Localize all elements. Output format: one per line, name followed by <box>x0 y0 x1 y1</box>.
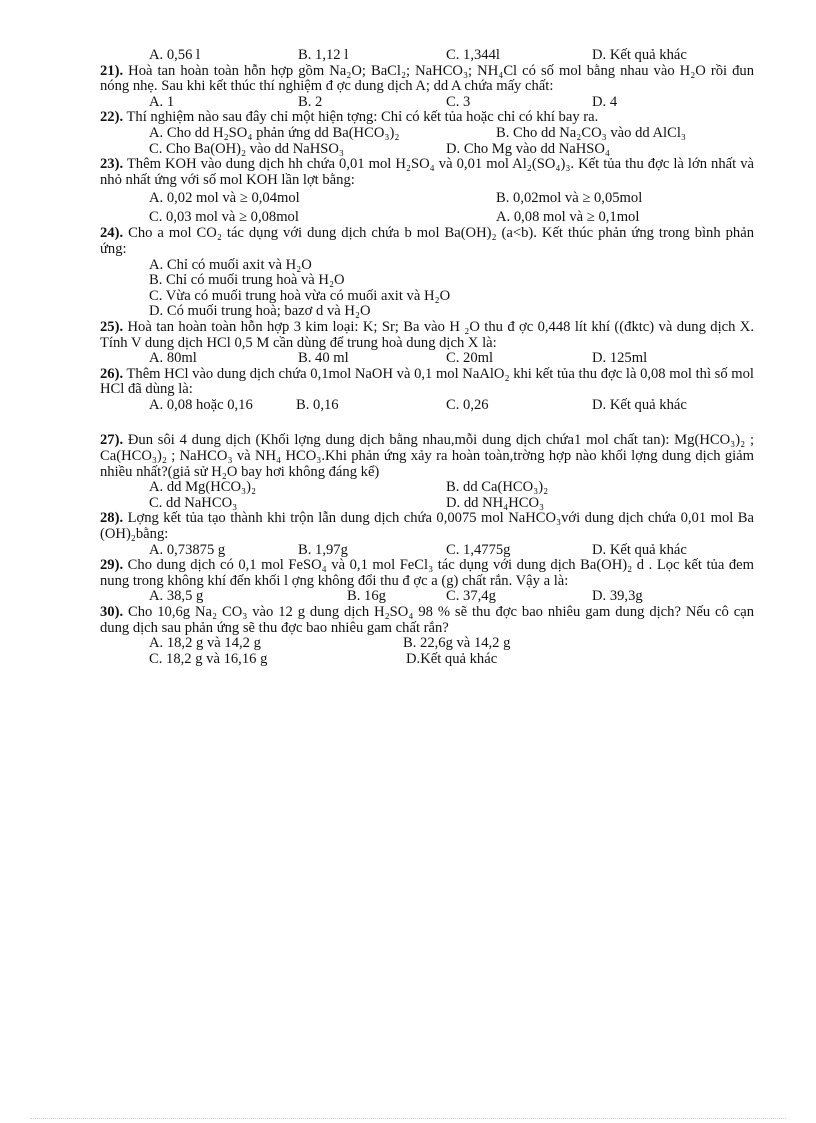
q28-stem <box>100 511 754 542</box>
q29-text: Cho dung dịch có 0,1 mol FeSO₄ và 0,1 mol FeCl₃ tác dụng với dung dịch Ba(OH)₂ d . Lọc kết tủa đem nung trong không khí đến khối l ợng không đổi thu đ ợc a (g) chất rắn. Vậy a là: <box>100 557 754 589</box>
q24-stem <box>100 226 754 257</box>
q26-options <box>100 398 754 414</box>
q21-option-b[interactable]: B. 2 <box>298 93 323 110</box>
q25-stem <box>100 320 754 351</box>
q21-option-d[interactable]: D. 4 <box>592 93 618 110</box>
q27-number: 27). <box>100 432 124 449</box>
q26-text: Thêm HCl vào dung dịch chứa 0,1mol NaOH và 0,1 mol NaAlO₂ khi kết tủa thu đợc là 0,08 mol thì số mol HCl đã dùng là: <box>100 365 754 398</box>
q30-options-cd <box>100 652 754 668</box>
q29-stem <box>100 558 754 589</box>
q20-option-d[interactable]: D. Kết quả khác <box>592 47 687 63</box>
q30-option-a[interactable]: A. 18,2 g và 14,2 g <box>149 635 261 652</box>
q26-option-a[interactable]: A. 0,08 hoặc 0,16 <box>149 396 253 413</box>
q23-options-ab <box>100 188 754 207</box>
q24-option-a[interactable]: A. Chỉ có muối axit và H₂O <box>149 256 312 273</box>
q27-option-d[interactable]: D. dd NH₄HCO₃ <box>446 494 545 511</box>
q30-options-ab <box>100 636 754 652</box>
q23-option-d[interactable]: A. 0,08 mol và ≥ 0,1mol <box>496 209 640 226</box>
q30-text: Cho 10,6g Na₂ CO₃ vào 12 g dung dịch H₂SO₄ 98 % sẽ thu đợc bao nhiêu gam dung dịch? Nếu cô cạn dung dịch sau phản ứng sẽ thu đợc bao nhiêu gam chất rắn? <box>100 604 754 636</box>
q29-option-b[interactable]: B. 16g <box>347 588 386 605</box>
q28-text: Lợng kết tủa tạo thành khi trộn lẫn dung dịch chứa 0,0075 mol NaHCO₃với dung dịch chứa 0,01 mol Ba (OH)₂bằng: <box>100 510 754 543</box>
q28-option-d[interactable]: D. Kết quả khác <box>592 541 687 558</box>
q25-option-d[interactable]: D. 125ml <box>592 350 648 367</box>
q24-option-b[interactable]: B. Chỉ có muối trung hoà và H₂O <box>149 272 345 289</box>
q26-option-c[interactable]: C. 0,26 <box>446 396 489 413</box>
q21-options <box>100 95 754 111</box>
q26-option-d[interactable]: D. Kết quả khác <box>592 396 687 413</box>
q25-number: 25). <box>100 318 124 335</box>
q22-text: Thí nghiệm nào sau đây chỉ một hiện tợng: Chỉ có kết tủa hoặc chỉ có khí bay ra. <box>123 109 599 126</box>
q20-option-b[interactable]: B. 1,12 l <box>298 47 349 63</box>
q21-option-a[interactable]: A. 1 <box>149 93 175 110</box>
q29-option-d[interactable]: D. 39,3g <box>592 588 643 605</box>
q22-option-d[interactable]: D. Cho Mg vào dd NaHSO₄ <box>446 140 610 157</box>
q21-number: 21). <box>100 62 124 79</box>
q24-text: Cho a mol CO₂ tác dụng với dung dịch chứa b mol Ba(OH)₂ (a<b). Kết thúc phản ứng trong bình phản ứng: <box>100 225 754 257</box>
q25-option-a[interactable]: A. 80ml <box>149 350 197 367</box>
q28-option-b[interactable]: B. 1,97g <box>298 541 348 558</box>
q30-stem <box>100 605 754 636</box>
q23-option-a[interactable]: A. 0,02 mol và ≥ 0,04mol <box>149 190 300 207</box>
q28-option-a[interactable]: A. 0,73875 g <box>149 541 226 558</box>
q22-option-a[interactable]: A. Cho dd H₂SO₄ phản ứng dd Ba(HCO₃)₂ <box>149 124 400 141</box>
q21-text: Hoà tan hoàn toàn hỗn hợp gồm Na₂O; BaCl₂; NaHCO₃; NH₄Cl có số mol bằng nhau vào H₂O rồi đun nóng nhẹ. Sau khi kết thúc thí nghiệm đ ợc dung dịch A; dd A chứa mấy chất: <box>100 62 754 95</box>
q23-options-cd <box>100 207 754 226</box>
q26-number: 26). <box>100 365 124 382</box>
q28-number: 28). <box>100 510 124 527</box>
q23-text: Thêm KOH vào dung dịch hh chứa 0,01 mol H₂SO₄ và 0,01 mol Al₂(SO₄)₃. Kết tủa thu đợc là lớn nhất và nhỏ nhất ứng với số mol KOH lần lợt bằng: <box>100 156 754 188</box>
q23-stem <box>100 157 754 188</box>
q30-option-c[interactable]: C. 18,2 g và 16,16 g <box>149 650 268 667</box>
spacer <box>100 413 754 427</box>
footer-dotted-rule <box>30 1118 786 1119</box>
q28-option-c[interactable]: C. 1,4775g <box>446 541 511 558</box>
q27-option-b[interactable]: B. dd Ca(HCO₃)₂ <box>446 479 549 496</box>
q22-option-b[interactable]: B. Cho dd Na₂CO₃ vào dd AlCl₃ <box>496 124 686 141</box>
q29-options <box>100 589 754 605</box>
q27-stem <box>100 433 754 480</box>
q24-number: 24). <box>100 225 124 242</box>
q22-options-cd <box>100 142 754 158</box>
q26-option-b[interactable]: B. 0,16 <box>296 396 339 413</box>
q22-stem <box>100 110 754 126</box>
q29-number: 29). <box>100 557 124 574</box>
q20-options <box>100 48 754 64</box>
q29-option-c[interactable]: C. 37,4g <box>446 588 496 605</box>
q25-options <box>100 351 754 367</box>
q23-option-c[interactable]: C. 0,03 mol và ≥ 0,08mol <box>149 209 299 226</box>
q24-option-d[interactable]: D. Có muối trung hoà; bazơ d và H₂O <box>149 303 371 320</box>
q27-option-c[interactable]: C. dd NaHCO₃ <box>149 494 238 511</box>
q22-options-ab <box>100 126 754 142</box>
q29-option-a[interactable]: A. 38,5 g <box>149 588 204 605</box>
q24-option-c[interactable]: C. Vừa có muối trung hoà vừa có muối axit và H₂O <box>149 287 451 304</box>
q21-stem <box>100 64 754 95</box>
q30-option-b[interactable]: B. 22,6g và 14,2 g <box>403 635 511 652</box>
q27-options-cd <box>100 496 754 512</box>
q28-options <box>100 543 754 559</box>
q30-option-d[interactable]: D.Kết quả khác <box>406 650 498 667</box>
q22-option-c[interactable]: C. Cho Ba(OH)₂ vào dd NaHSO₃ <box>149 140 345 157</box>
q23-option-b[interactable]: B. 0,02mol và ≥ 0,05mol <box>496 190 643 207</box>
q27-option-a[interactable]: A. dd Mg(HCO₃)₂ <box>149 479 257 496</box>
q22-number: 22). <box>100 109 124 126</box>
q20-option-c[interactable]: C. 1,344l <box>446 47 500 63</box>
q25-option-c[interactable]: C. 20ml <box>446 350 494 367</box>
q25-text: Hoà tan hoàn toàn hỗn hợp 3 kim loại: K; Sr; Ba vào H ₂O thu đ ợc 0,448 lít khí ((đktc) và dung dịch X. Tính V dung dịch HCl 0,5 M cần dùng để trung hoà dung dịch X là: <box>100 318 754 351</box>
q20-option-a[interactable]: A. 0,56 l <box>149 47 201 63</box>
q23-number: 23). <box>100 156 124 173</box>
q25-option-b[interactable]: B. 40 ml <box>298 350 349 367</box>
q21-option-c[interactable]: C. 3 <box>446 93 471 110</box>
q30-number: 30). <box>100 604 124 620</box>
q26-stem <box>100 367 754 398</box>
q27-text: Đun sôi 4 dung dịch (Khối lợng dung dịch bằng nhau,mỗi dung dịch chứa1 mol chất tan): Mg(HCO₃)₂ ; Ca(HCO₃)₂ ; NaHCO₃ và NH₄ HCO₃.Khi phản ứng xảy ra hoàn toàn,trờng hợp nào khối lợng dung dịch giảm nhiều nhất?(giả sử H₂O bay hơi không đáng kể) <box>100 432 754 480</box>
q27-options-ab <box>100 480 754 496</box>
exam-page <box>100 48 754 667</box>
